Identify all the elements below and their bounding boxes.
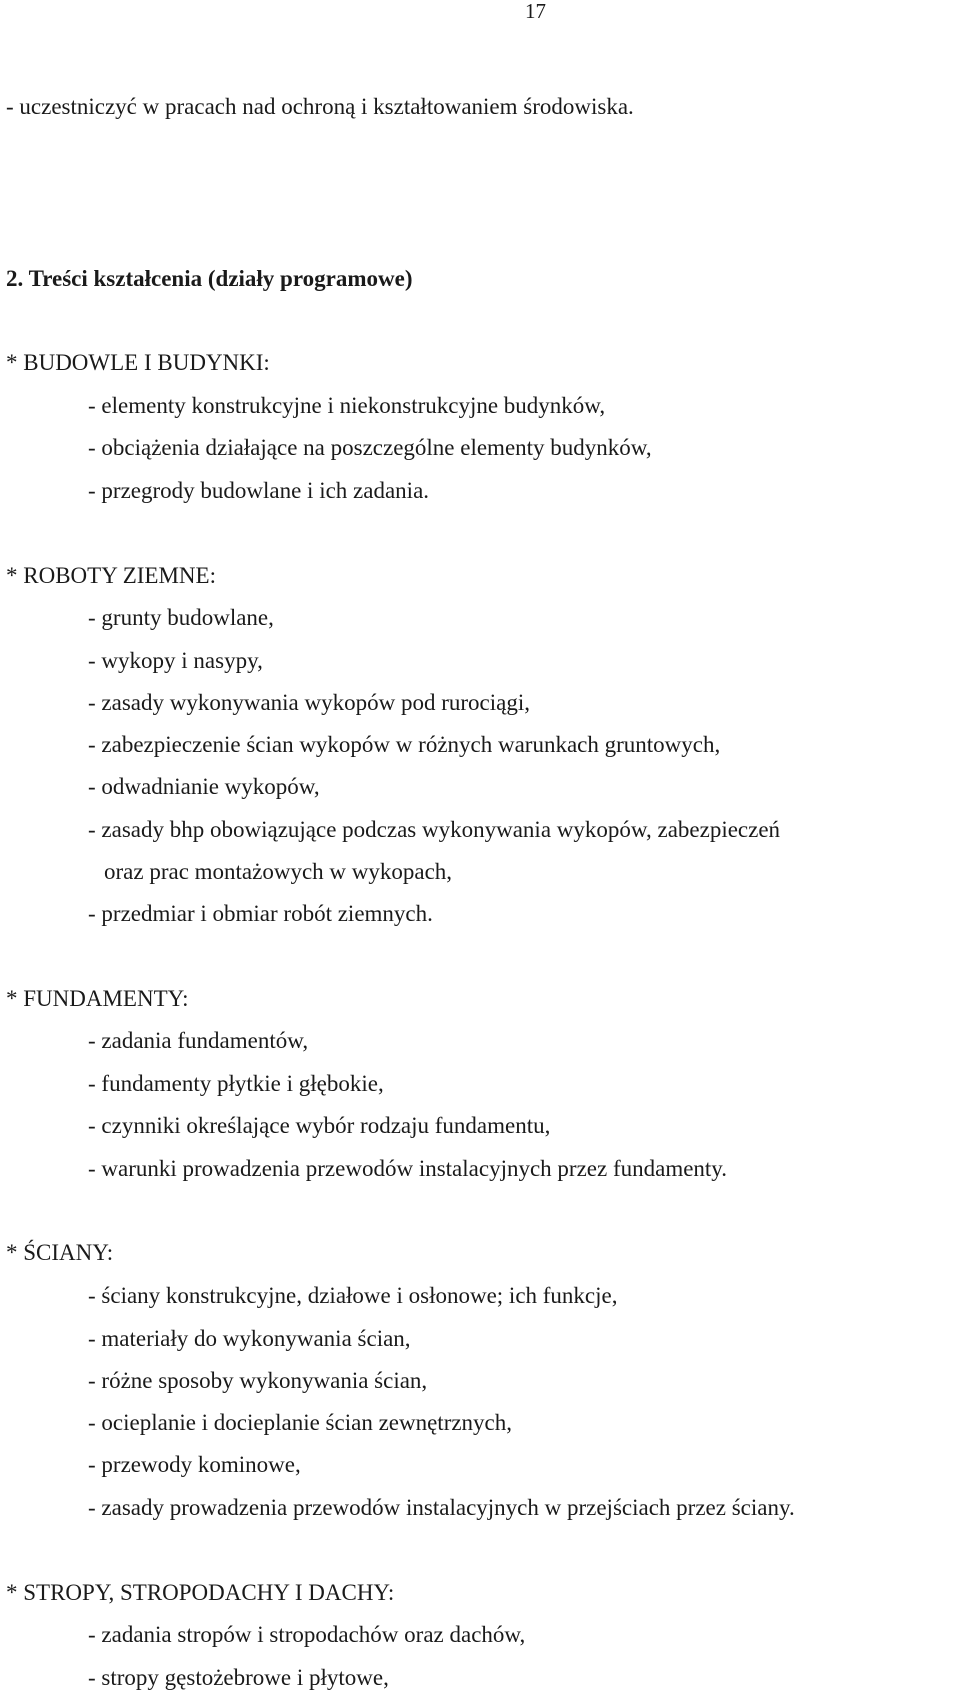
list-item-continuation: oraz prac montażowych w wykopach, bbox=[104, 859, 453, 884]
list-item: - ściany konstrukcyjne, działowe i osłonowe; ich funkcje, bbox=[88, 1283, 618, 1308]
section-title-budowle: * BUDOWLE I BUDYNKI: bbox=[6, 350, 270, 375]
list-item: - zadania fundamentów, bbox=[88, 1028, 309, 1053]
list-item: - przegrody budowlane i ich zadania. bbox=[88, 478, 430, 503]
list-item: - warunki prowadzenia przewodów instalacyjnych przez fundamenty. bbox=[88, 1156, 728, 1181]
list-item: - obciążenia działające na poszczególne elementy budynków, bbox=[88, 435, 652, 460]
list-item: - czynniki określające wybór rodzaju fundamentu, bbox=[88, 1113, 551, 1138]
list-item: - ocieplanie i docieplanie ścian zewnętrznych, bbox=[88, 1410, 513, 1435]
section-heading: 2. Treści kształcenia (działy programowe) bbox=[6, 266, 413, 291]
intro-line: - uczestniczyć w pracach nad ochroną i kształtowaniem środowiska. bbox=[6, 94, 634, 119]
section-title-fundamenty: * FUNDAMENTY: bbox=[6, 986, 189, 1011]
list-item: - odwadnianie wykopów, bbox=[88, 774, 320, 799]
page-number: 17 bbox=[525, 0, 546, 23]
list-item: - zadania stropów i stropodachów oraz dachów, bbox=[88, 1622, 526, 1647]
list-item: - różne sposoby wykonywania ścian, bbox=[88, 1368, 428, 1393]
list-item: - grunty budowlane, bbox=[88, 605, 274, 630]
list-item: - przedmiar i obmiar robót ziemnych. bbox=[88, 901, 433, 926]
list-item: - przewody kominowe, bbox=[88, 1452, 301, 1477]
list-item: - materiały do wykonywania ścian, bbox=[88, 1326, 411, 1351]
list-item: - elementy konstrukcyjne i niekonstrukcyjne budynków, bbox=[88, 393, 606, 418]
section-title-roboty-ziemne: * ROBOTY ZIEMNE: bbox=[6, 563, 216, 588]
section-title-sciany: * ŚCIANY: bbox=[6, 1240, 114, 1265]
list-item: - zabezpieczenie ścian wykopów w różnych warunkach gruntowych, bbox=[88, 732, 721, 757]
section-title-stropy: * STROPY, STROPODACHY I DACHY: bbox=[6, 1580, 395, 1605]
list-item: - zasady bhp obowiązujące podczas wykonywania wykopów, zabezpieczeń bbox=[88, 817, 781, 842]
list-item: - fundamenty płytkie i głębokie, bbox=[88, 1071, 384, 1096]
list-item: - zasady wykonywania wykopów pod rurociągi, bbox=[88, 690, 530, 715]
list-item: - zasady prowadzenia przewodów instalacyjnych w przejściach przez ściany. bbox=[88, 1495, 795, 1520]
list-item: - wykopy i nasypy, bbox=[88, 648, 263, 673]
list-item: - stropy gęstożebrowe i płytowe, bbox=[88, 1665, 389, 1690]
